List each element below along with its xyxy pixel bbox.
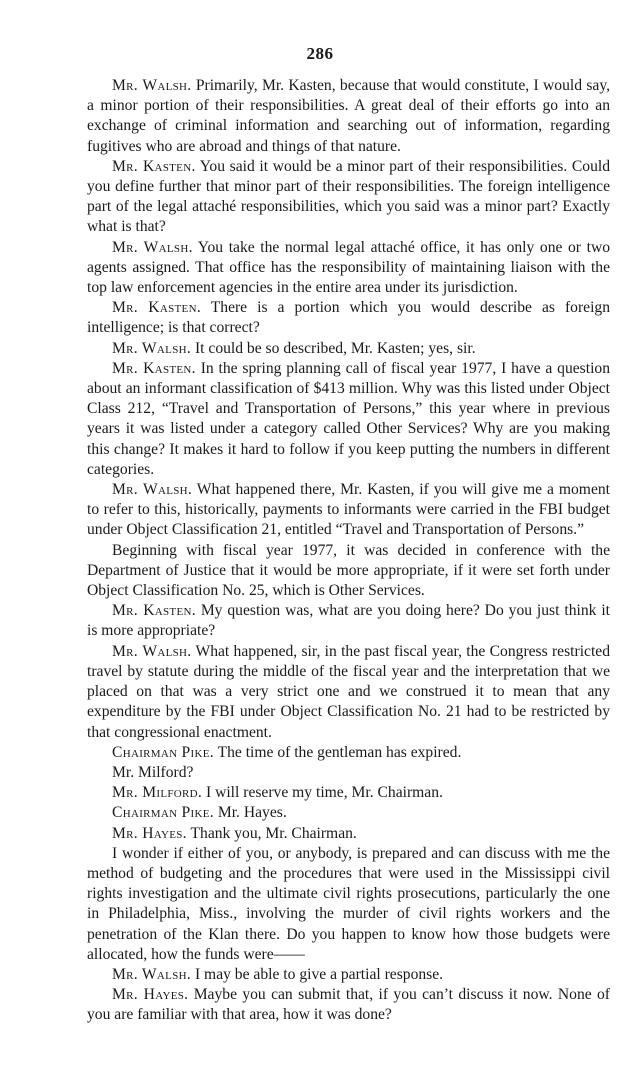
transcript-paragraph [87, 480, 610, 541]
transcript-paragraph [87, 743, 610, 763]
transcript-body [87, 76, 610, 1026]
speech-text: Maybe you can submit that, if you can’t discuss it now. None of you are familiar with that area, how it was done? [87, 986, 610, 1024]
speaker-name: Mr. Walsh. [112, 965, 192, 983]
transcript-paragraph [87, 824, 610, 844]
speaker-name: Mr. Kasten. [112, 157, 196, 175]
transcript-paragraph [87, 359, 610, 480]
speech-text: Mr. Hayes. [217, 804, 287, 822]
speech-text: Beginning with fiscal year 1977, it was decided in conference with the Department of Justice that it would be more appropriate, if it were set forth under Object Classification No. 25, which is Other Services. [87, 541, 610, 600]
transcript-paragraph [87, 783, 610, 803]
transcript-paragraph [87, 339, 610, 359]
transcript-paragraph [87, 238, 610, 299]
transcript-paragraph [87, 157, 610, 238]
speaker-name: Mr. Kasten. [112, 602, 196, 620]
speaker-name: Mr. Walsh. [112, 77, 192, 94]
transcript-paragraph [87, 803, 610, 823]
transcript-paragraph [87, 844, 610, 965]
speech-text: What happened there, Mr. Kasten, if you will give me a moment to refer to this, historically, payments to informants were carried in the FBI budget under Object Classification 21, entitled “Travel and Transportation of Persons.” [87, 481, 610, 539]
speaker-name: Mr. Hayes. [112, 824, 187, 842]
transcript-paragraph [87, 298, 610, 338]
transcript-paragraph [87, 763, 610, 783]
transcript-paragraph [87, 76, 610, 157]
speech-text: You said it would be a minor part of their responsibilities. Could you define further that minor part of their responsibilities. The foreign intelligence part of the legal attaché responsibilities, which you said was a minor part? Exactly what is that? [87, 157, 611, 236]
speaker-name: Chairman Pike. [112, 804, 214, 822]
speaker-name: Mr. Kasten. [112, 299, 202, 317]
page-number: 286 [306, 44, 334, 63]
speech-text: What happened, sir, in the past fiscal year, the Congress restricted travel by statute during the middle of the fiscal year and the interpretation that we placed on that was a very strict one and we construed it to mean that any expenditure by the FBI under Object Classification No. 21 had to be restricted by that congressional enactment. [87, 642, 611, 741]
speech-text: In the spring planning call of fiscal year 1977, I have a question about an informant classification of $413 million. Why was this listed under Object Class 212, “Travel and Transportation of Persons,” this year where in previous years it was listed under a category called Other Services? Why are you making this change? It makes it hard to follow if you keep putting the numbers in different categories. [87, 359, 610, 478]
speech-text: The time of the gentleman has expired. [217, 743, 462, 761]
speech-text: Thank you, Mr. Chairman. [190, 824, 357, 842]
speaker-name: Mr. Kasten. [112, 359, 196, 377]
speech-text: Primarily, Mr. Kasten, because that would constitute, I would say, a minor portion of their responsibilities. A great deal of their efforts go into an exchange of criminal information and searching out of information, regarding fugitives who are abroad and things of that nature. [87, 77, 611, 155]
speech-text: I may be able to give a partial response. [194, 965, 444, 983]
speech-text: I will reserve my time, Mr. Chairman. [206, 784, 443, 802]
transcript-paragraph [87, 642, 610, 743]
speech-text: My question was, what are you doing here? Do you just think it is more appropriate? [87, 602, 610, 640]
transcript-paragraph [87, 541, 610, 602]
speaker-name: Mr. Milford. [112, 784, 203, 802]
speech-text: You take the normal legal attaché office, it has only one or two agents assigned. That office has the responsibility of maintaining liaison with the top law enforcement agencies in the entire area under its jurisdiction. [87, 238, 610, 297]
speaker-name: Chairman Pike. [112, 743, 214, 761]
speech-text: I wonder if either of you, or anybody, is prepared and can discuss with me the method of budgeting and the procedures that were used in the Mississippi civil rights investigation and the ultimate civil rights prosecutions, particularly the one in Philadelphia, Miss., involving the murder of civil rights workers and the penetration of the Klan there. Do you happen to know how those budgets were allocated, how the funds were—— [87, 844, 610, 963]
speech-text: Mr. Milford? [112, 763, 194, 781]
speaker-name: Mr. Walsh. [112, 642, 192, 660]
speech-text: It could be so described, Mr. Kasten; yes, sir. [194, 339, 476, 357]
speaker-name: Mr. Walsh. [112, 339, 192, 357]
transcript-paragraph [87, 965, 610, 985]
speaker-name: Mr. Walsh. [112, 481, 193, 499]
transcript-paragraph [87, 985, 610, 1025]
speaker-name: Mr. Walsh. [112, 238, 193, 256]
speaker-name: Mr. Hayes. [112, 986, 189, 1004]
speech-text: There is a portion which you would describe as foreign intelligence; is that correct? [87, 299, 610, 337]
transcript-paragraph [87, 601, 610, 641]
